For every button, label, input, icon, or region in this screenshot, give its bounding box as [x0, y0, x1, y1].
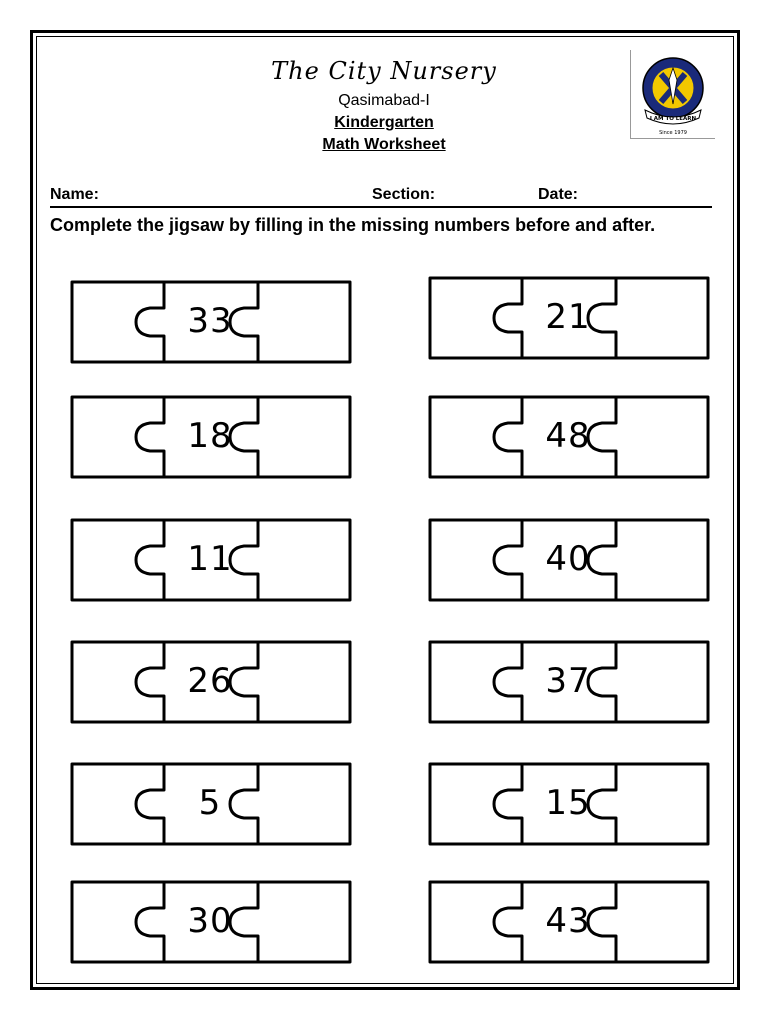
jigsaw-puzzle	[70, 518, 352, 602]
jigsaw-puzzle	[70, 395, 352, 479]
jigsaw-divider-left	[494, 882, 522, 962]
jigsaw-divider-left	[136, 282, 164, 362]
jigsaw-number: 48	[545, 416, 591, 456]
jigsaw-divider-left	[494, 278, 522, 358]
jigsaw-divider-left	[494, 520, 522, 600]
jigsaw-puzzle	[428, 518, 710, 602]
jigsaw-number: 40	[545, 539, 591, 579]
jigsaw-puzzle	[428, 880, 710, 964]
jigsaw-divider-left	[136, 397, 164, 477]
jigsaw-puzzle	[428, 762, 710, 846]
date-label: Date:	[538, 186, 579, 203]
jigsaw-puzzle	[70, 762, 352, 846]
jigsaw-number: 37	[545, 661, 591, 701]
jigsaw-number: 33	[187, 301, 233, 341]
jigsaw-puzzle	[70, 280, 352, 364]
jigsaw-divider-left	[136, 764, 164, 844]
crest-motto: I AM TO LEARN	[649, 116, 697, 122]
jigsaw-number: 18	[187, 416, 233, 456]
jigsaw-puzzle	[70, 880, 352, 964]
crest-since: Since 1979	[659, 130, 687, 136]
jigsaw-divider-left	[136, 642, 164, 722]
worksheet-title: Math Worksheet	[322, 136, 446, 153]
jigsaw-divider-left	[494, 397, 522, 477]
jigsaw-number: 21	[545, 297, 591, 337]
jigsaw-divider-left	[136, 520, 164, 600]
school-branch: Qasimabad-I	[338, 92, 430, 109]
jigsaw-number: 30	[187, 901, 233, 941]
jigsaw-puzzle	[70, 640, 352, 724]
jigsaw-divider-left	[494, 642, 522, 722]
jigsaw-number: 43	[545, 901, 591, 941]
jigsaw-number: 11	[187, 539, 233, 579]
class-level: Kindergarten	[334, 114, 434, 131]
jigsaw-puzzle	[428, 640, 710, 724]
instruction-text: Complete the jigsaw by filling in the missing numbers before and after.	[50, 215, 656, 235]
jigsaw-number: 15	[545, 783, 591, 823]
jigsaw-divider-left	[136, 882, 164, 962]
jigsaw-puzzle	[428, 276, 710, 360]
jigsaw-number: 26	[187, 661, 233, 701]
jigsaw-number: 5	[198, 783, 222, 823]
jigsaw-divider-left	[494, 764, 522, 844]
section-label: Section:	[372, 186, 436, 203]
jigsaw-puzzle	[428, 395, 710, 479]
school-name: The City Nursery	[271, 57, 497, 85]
name-label: Name:	[50, 186, 99, 203]
